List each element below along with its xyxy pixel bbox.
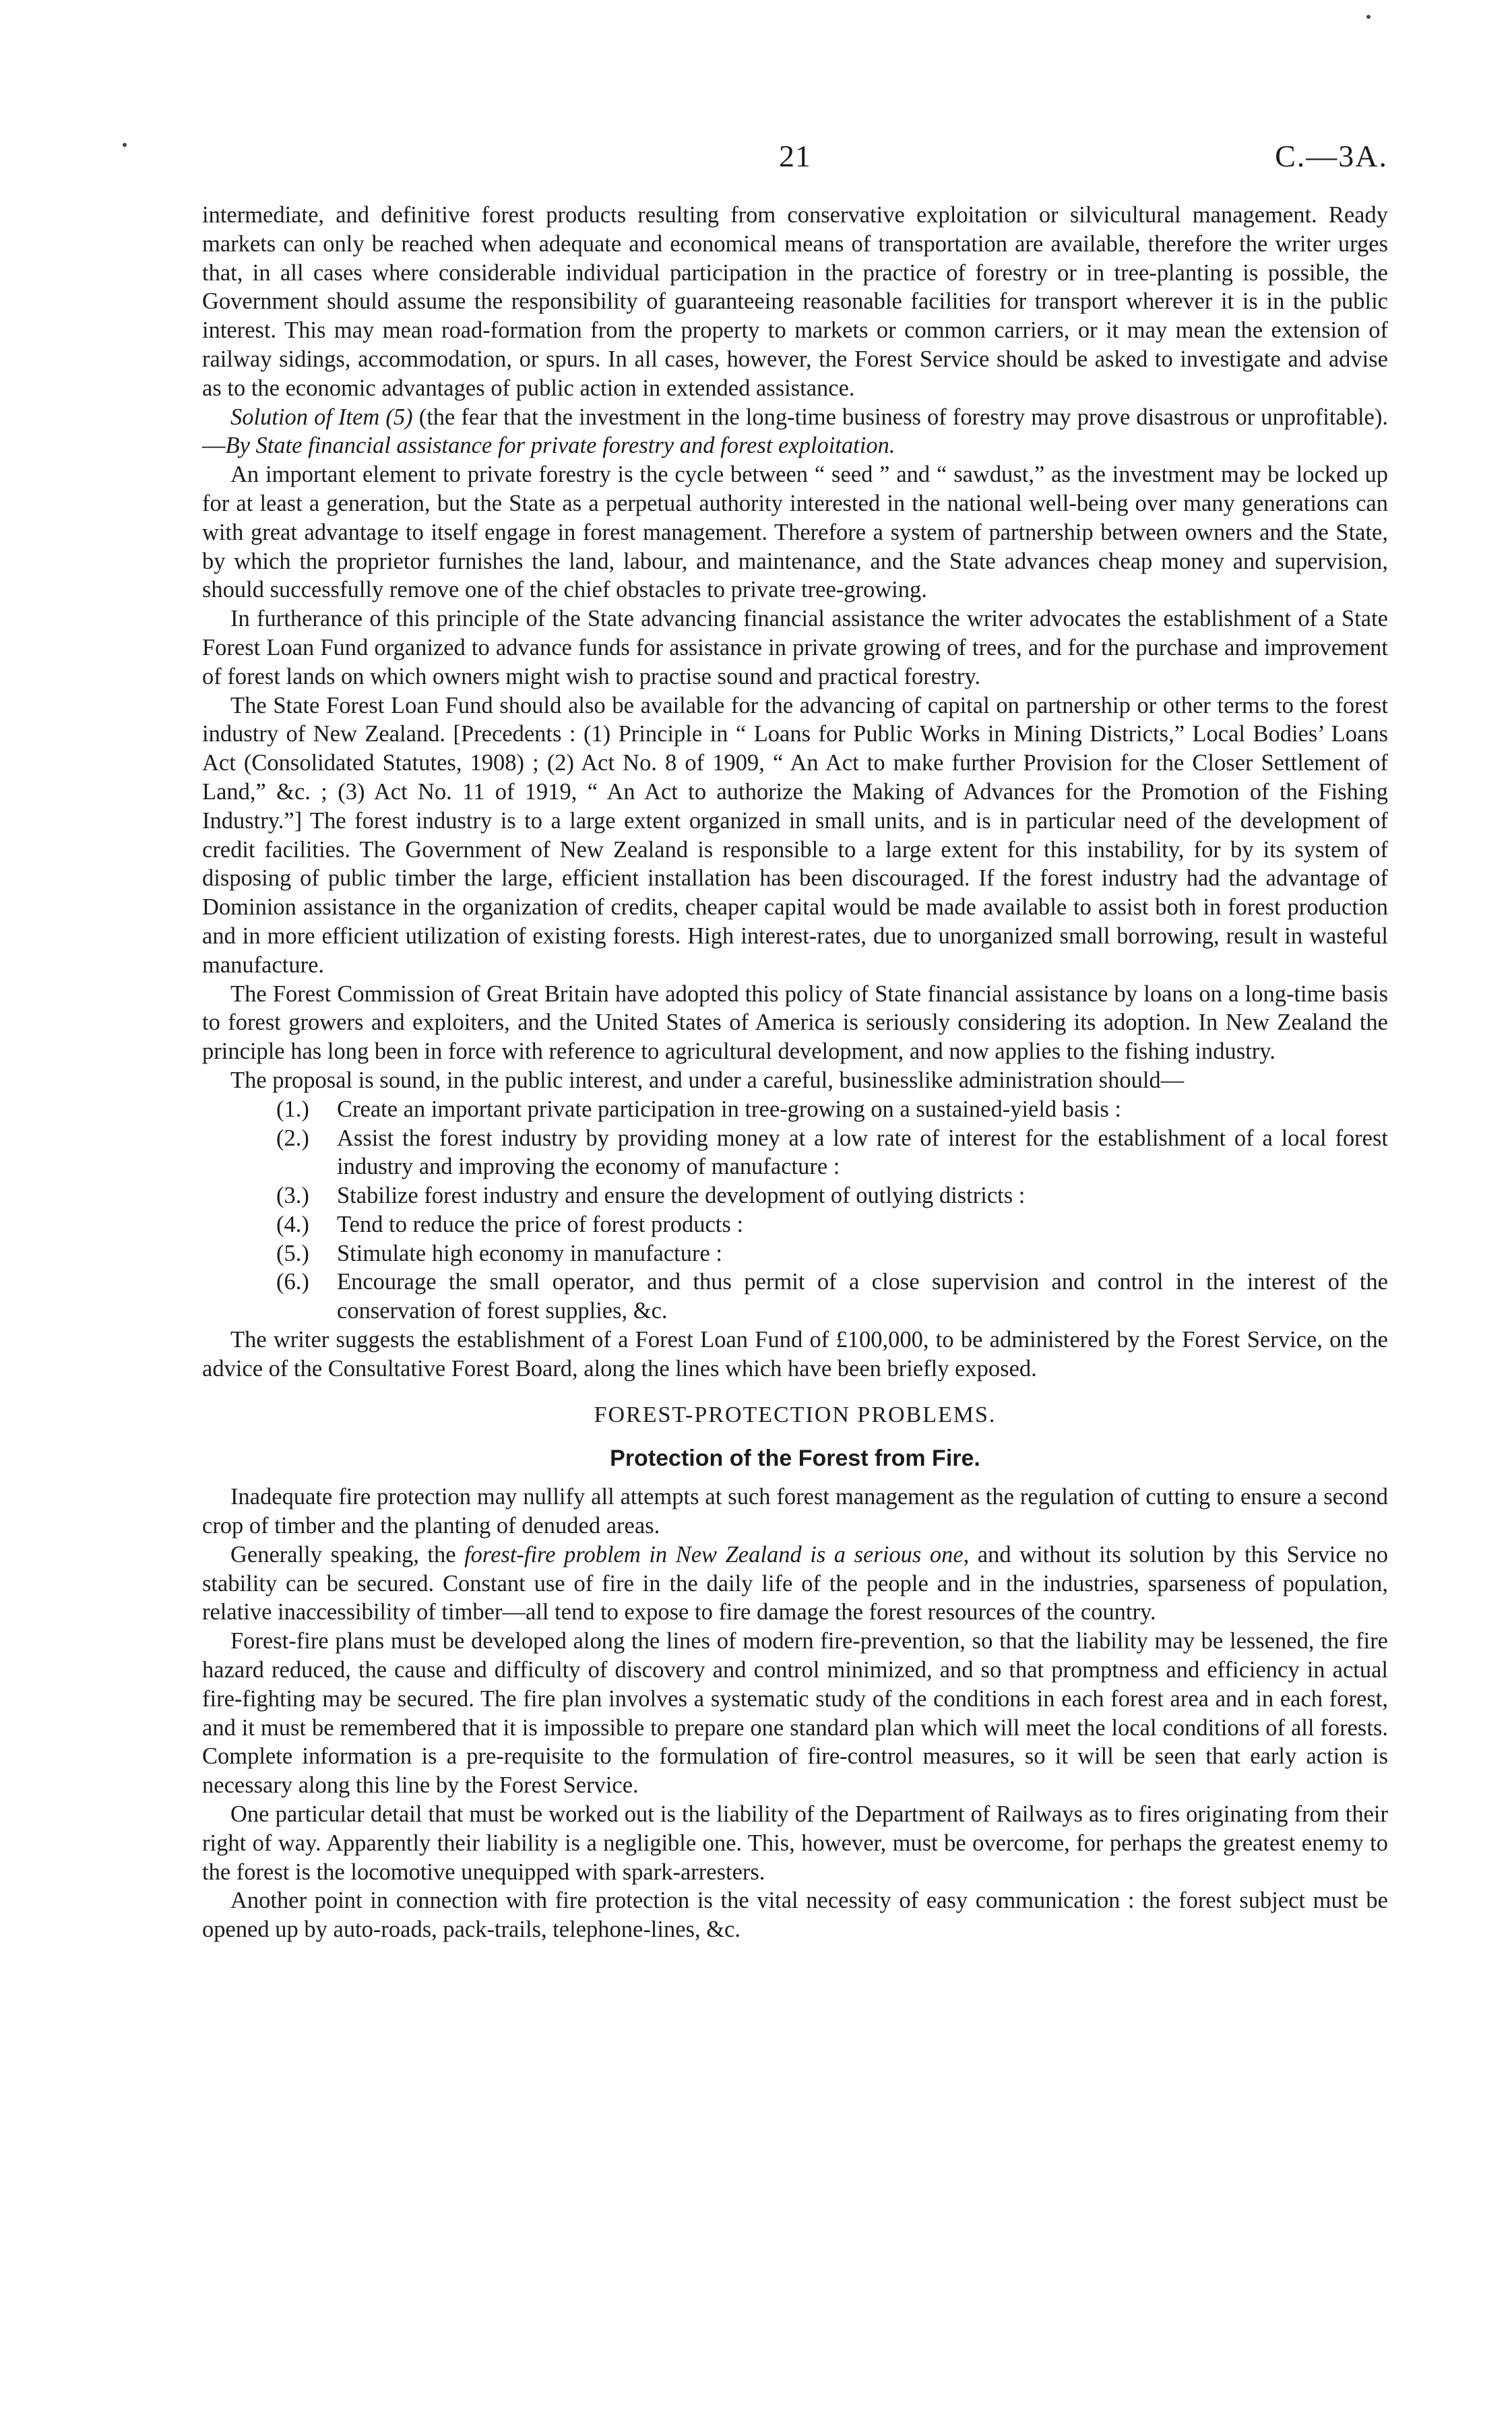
- proposal-list: [202, 1095, 1388, 1326]
- item-label: Solution of Item (5): [230, 404, 413, 430]
- list-item-text: Stabilize forest industry and ensure the development of outlying districts :: [337, 1183, 1026, 1209]
- list-item-number: (5.): [276, 1240, 309, 1266]
- body-paragraph: Inadequate fire protection may nullify all attempts at such forest management as the regulation of cutting to ensure a second crop of timber and the planting of denuded areas.: [202, 1484, 1388, 1539]
- body-paragraph-fire-problem: [202, 1541, 1388, 1627]
- body-paragraph: The proposal is sound, in the public interest, and under a careful, businesslike administration should—: [230, 1067, 1185, 1093]
- list-item-text: Encourage the small operator, and thus permit of a close supervision and control in the interest of the conservation of forest supplies, &c.: [337, 1269, 1388, 1324]
- body-paragraph: The Forest Commission of Great Britain have adopted this policy of State financial assistance by loans on a long-time basis to forest growers and exploiters, and the United States of America is seriously considering its adoption. In New Zealand the principle has long been in force with reference to agricultural development, and now applies to the fishing industry.: [202, 981, 1388, 1065]
- list-item-number: (4.): [276, 1211, 309, 1237]
- body-paragraph: In furtherance of this principle of the State advancing financial assistance the writer advocates the establishment of a State Forest Loan Fund organized to advance funds for assistance in private growing of trees, and for the purchase and improvement of forest lands on which owners might wish to practise sound and practical forestry.: [202, 606, 1388, 689]
- document-body: [202, 201, 1388, 1944]
- scan-speck: [123, 143, 127, 147]
- body-paragraph: The writer suggests the establishment of a Forest Loan Fund of £100,000, to be administered by the Forest Service, on the advice of the Consultative Forest Board, along the lines which have been briefly exposed.: [202, 1327, 1388, 1382]
- body-paragraph: Forest-fire plans must be developed along the lines of modern fire-prevention, so that the liability may be lessened, the fire hazard reduced, the cause and difficulty of discovery and control minimized, and so that promptness and efficiency in actual fire-fighting may be secured. The fire plan involves a systematic study of the conditions in each forest area and in each forest, and it must be remembered that it is impossible to prepare one standard plan which will meet the local conditions of all forests. Complete information is a pre-requisite to the formulation of fire-control measures, so it will be seen that early action is necessary along this line by the Forest Service.: [202, 1628, 1388, 1799]
- body-paragraph: The State Forest Loan Fund should also be available for the advancing of capital on partnership or other terms to the forest industry of New Zealand. [Precedents : (1) Principle in “ Loans for Public Works in Mining Districts,” Local Bodies’ Loans Act (Consolidated Statutes, 1908) ; (2) Act No. 8 of 1909, “ An Act to make further Provision for the Closer Settlement of Land,” &c. ; (3) Act No. 11 of 1919, “ An Act to authorize the Making of Advances for the Promotion of the Fishing Industry.”] The forest industry is to a large extent organized in small units, and is in particular need of the development of credit facilities. The Government of New Zealand is responsible to a large extent for this instability, for by its system of disposing of public timber the large, efficient installation has been discouraged. If the forest industry had the advantage of Dominion assistance in the organization of credits, cheaper capital would be made available to assist both in forest production and in more efficient utilization of existing forests. High interest-rates, due to unorganized small borrowing, result in wasteful manufacture.: [202, 692, 1388, 978]
- list-item-number: (3.): [276, 1183, 309, 1209]
- body-paragraph-solution: [202, 403, 1388, 461]
- scan-speck: [1366, 15, 1371, 19]
- list-item-text: Tend to reduce the price of forest products :: [337, 1211, 744, 1237]
- list-item-text: Assist the forest industry by providing money at a low rate of interest for the establishment of a local forest industry and improving the economy of manufacture :: [337, 1125, 1388, 1180]
- list-item-number: (6.): [276, 1269, 309, 1295]
- item-text: (the fear that the investment in the long-time business of forestry may prove disastrous or unprofitable).—: [202, 404, 1388, 459]
- list-item-number: (2.): [276, 1125, 309, 1151]
- list-item: [202, 1095, 1388, 1124]
- list-item: [202, 1210, 1388, 1239]
- page-number: 21: [779, 139, 811, 173]
- list-item-number: (1.): [276, 1096, 309, 1122]
- body-paragraph: One particular detail that must be worked out is the liability of the Department of Railways as to fires originating from their right of way. Apparently their liability is a negligible one. This, however, must be overcome, for perhaps the greatest enemy to the forest is the locomotive unequipped with spark-arresters.: [202, 1801, 1388, 1885]
- emphasis-segment: forest-fire problem in New Zealand is a serious one: [464, 1541, 964, 1568]
- body-paragraph: An important element to private forestry is the cycle between “ seed ” and “ sawdust,” as the investment may be locked up for at least a generation, but the State as a perpetual authority interested in the national well-being over many generations can with great advantage to itself engage in forest management. Therefore a system of partnership between owners and the State, by which the proprietor furnishes the land, labour, and maintenance, and the State advances cheap money and supervision, should successfully remove one of the chief obstacles to private tree-growing.: [202, 462, 1388, 603]
- subsection-heading: Protection of the Forest from Fire.: [610, 1446, 980, 1472]
- list-item: [202, 1268, 1388, 1326]
- list-item: [202, 1239, 1388, 1268]
- text-segment: , and without its solution by this Service no stability can be secured. Constant use of fire in the daily life of the people and in the industries, sparseness of population, relative inaccessibility of timber—all tend to expose to fire damage the forest resources of the country.: [202, 1541, 1389, 1625]
- body-paragraph: Another point in connection with fire protection is the vital necessity of easy communication : the forest subject must be opened up by auto-roads, pack-trails, telephone-lines, &c.: [202, 1888, 1388, 1943]
- list-item: [202, 1181, 1388, 1210]
- body-paragraph: intermediate, and definitive forest products resulting from conservative exploitation or silvicultural management. Ready markets can only be reached when adequate and economical means of transportation are available, therefore the writer urges that, in all cases where considerable individual participation in the practice of forestry or in tree-planting is possible, the Government should assume the responsibility of guaranteeing reasonable facilities for transport wherever it is in the public interest. This may mean road-formation from the property to markets or common carriers, or it may mean the extension of railway sidings, accommodation, or spurs. In all cases, however, the Forest Service should be asked to investigate and advise as to the economic advantages of public action in extended assistance.: [202, 202, 1388, 401]
- section-heading: FOREST-PROTECTION PROBLEMS.: [594, 1402, 997, 1427]
- list-item-text: Create an important private participation in tree-growing on a sustained-yield basis :: [337, 1096, 1122, 1122]
- page-header: [202, 138, 1388, 179]
- document-reference: C.—3A.: [1275, 139, 1388, 173]
- item-emphasis: By State financial assistance for private forestry and forest exploitation.: [225, 433, 895, 459]
- list-item: [202, 1124, 1388, 1182]
- list-item-text: Stimulate high economy in manufacture :: [337, 1240, 722, 1266]
- text-segment: Generally speaking, the: [230, 1541, 465, 1568]
